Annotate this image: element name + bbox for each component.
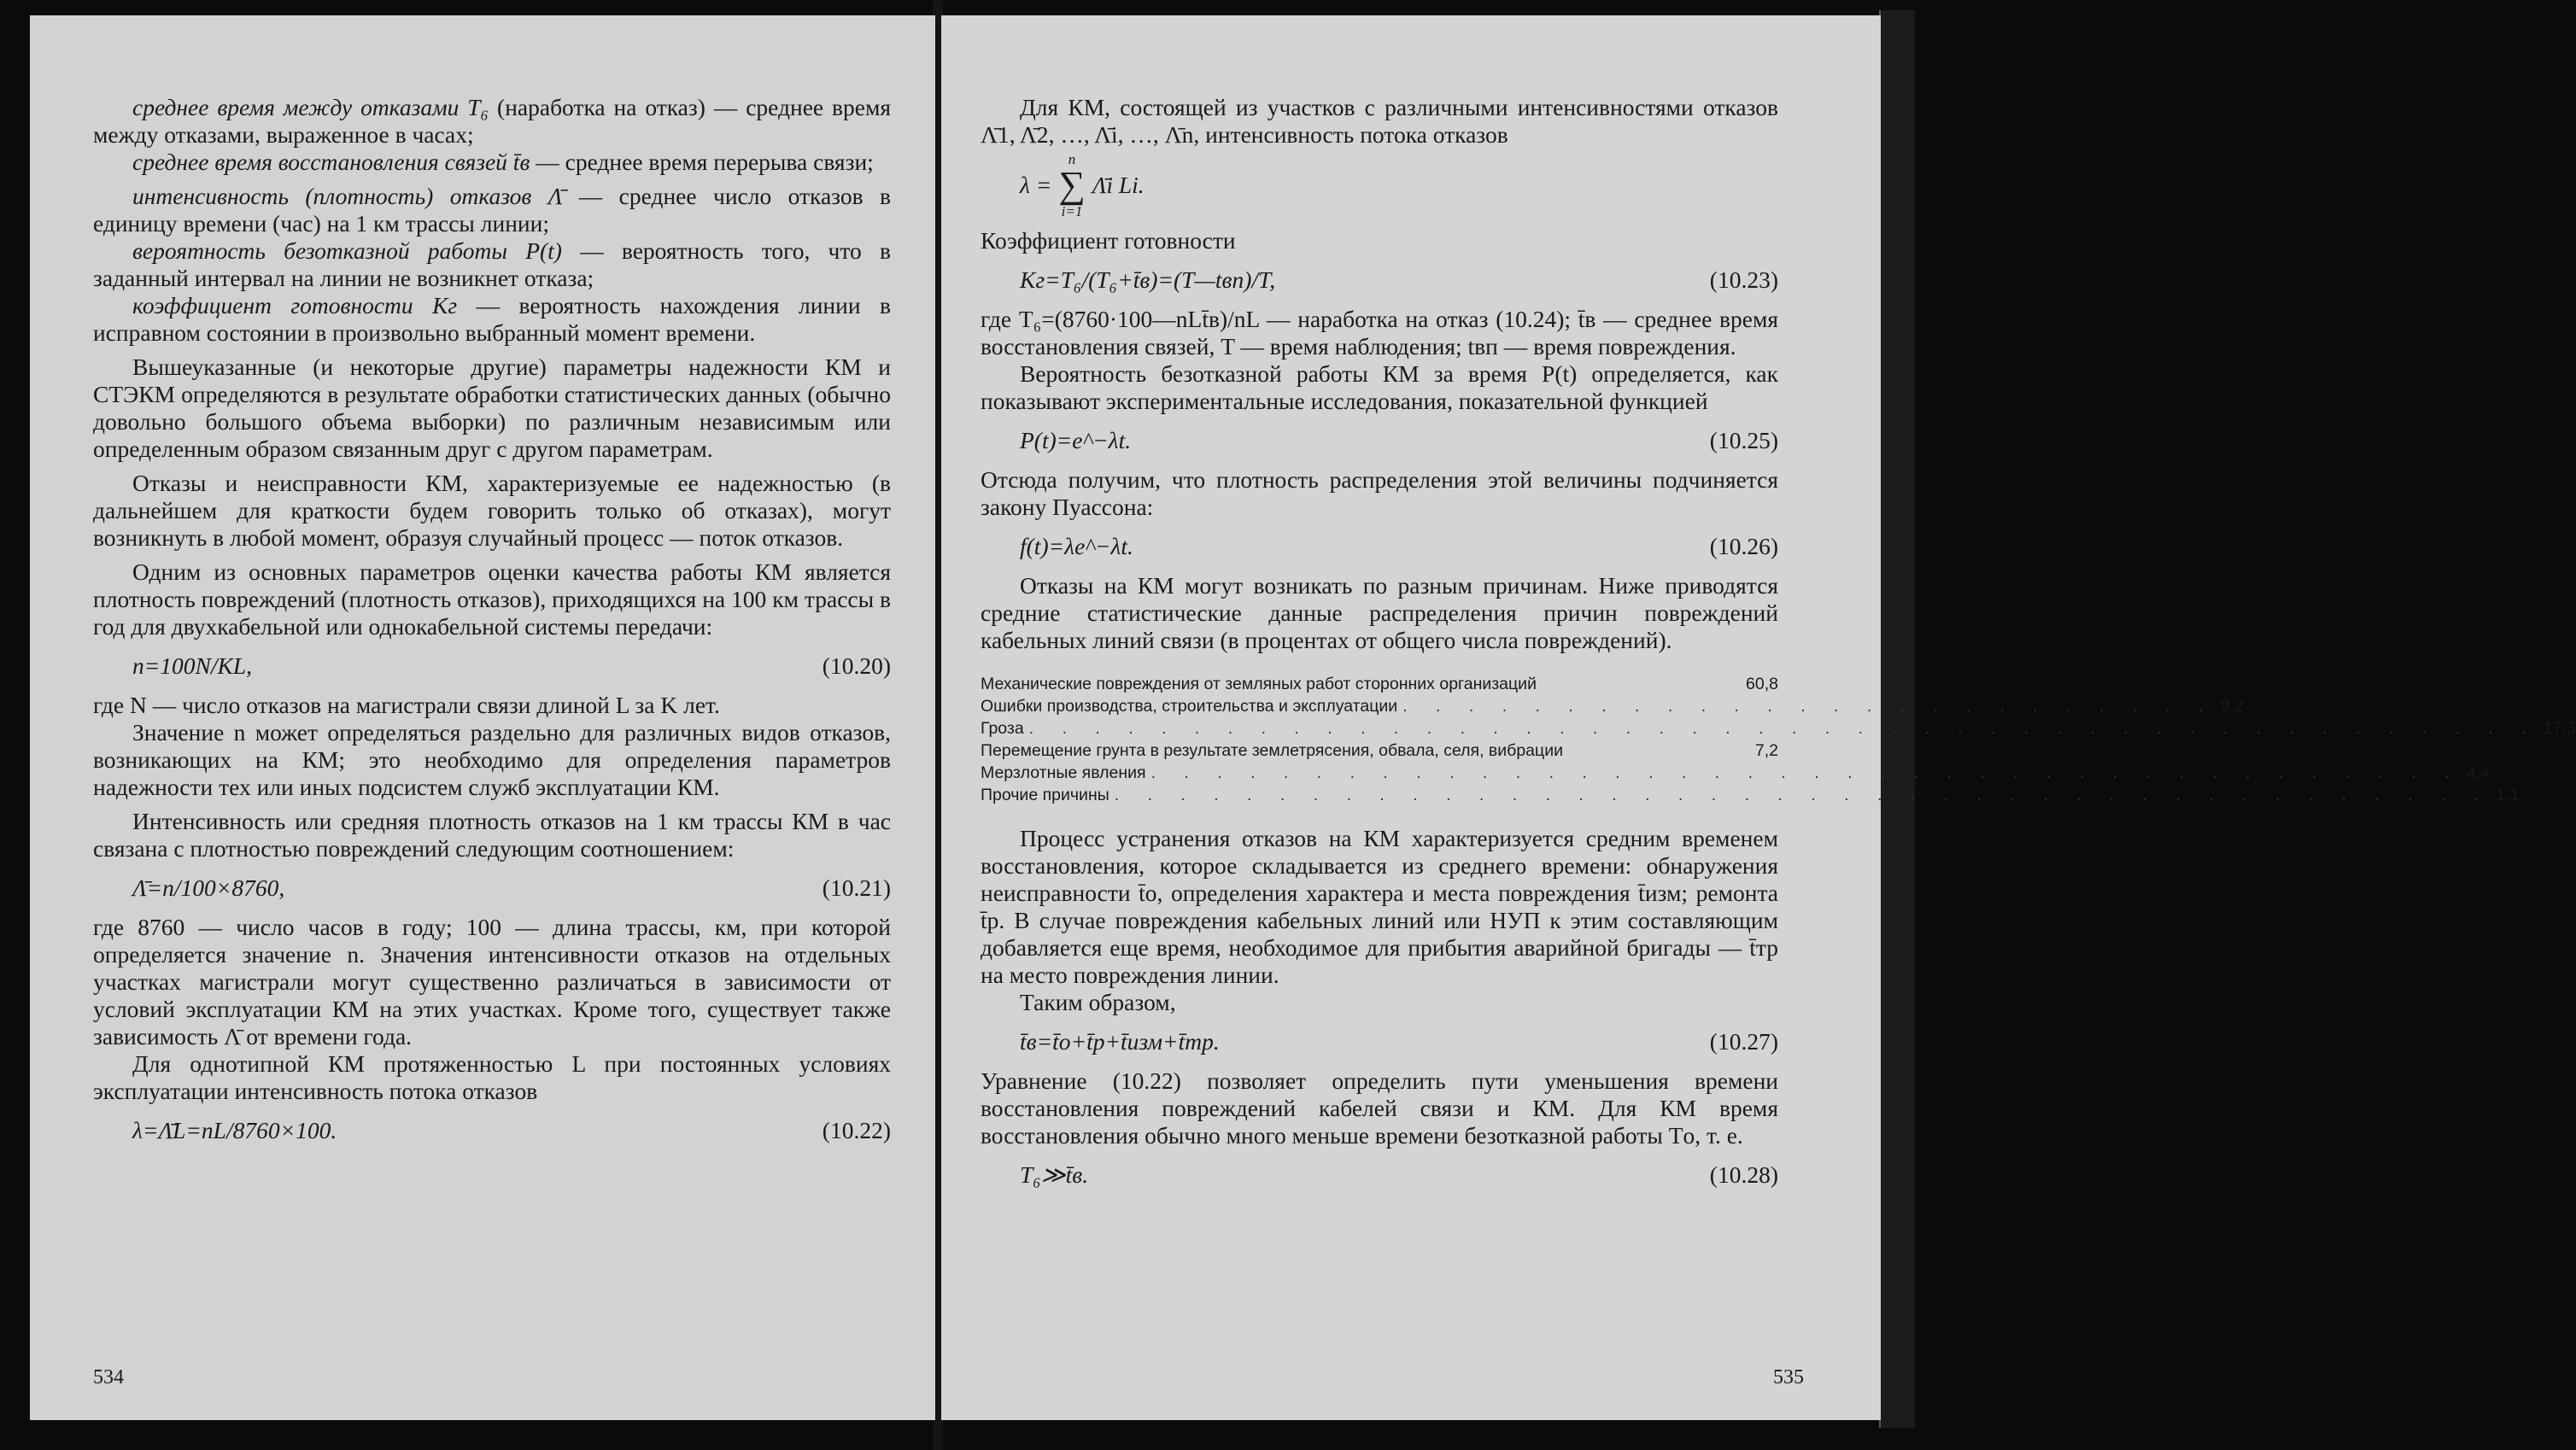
paragraph: Уравнение (10.22) позволяет определить пути уменьшения времени восстановления повреждений кабелей связи и КМ. Для КМ время восстановления обычно много меньше времени безотказной работы Tо, т. е. bbox=[981, 1067, 1778, 1149]
equation-10-20 bbox=[132, 652, 891, 680]
cause-label: Перемещение грунта в результате землетрясения, обвала, селя, вибрации bbox=[981, 741, 1563, 760]
leader-dots: . . . . . . . . . . . . . . . . . . . . . . . . . bbox=[1402, 697, 2216, 716]
equation-formula: f(t)=λe^−λt. bbox=[1020, 533, 1133, 559]
cause-label: Механические повреждения от земляных работ сторонних организаций bbox=[981, 675, 1537, 693]
equation-formula: n=100N/KL, bbox=[132, 652, 253, 679]
table-row bbox=[981, 695, 2244, 717]
paragraph: Таким образом, bbox=[1020, 989, 1176, 1015]
cause-label: Прочие причины bbox=[981, 786, 1109, 804]
equation-number: (10.20) bbox=[822, 652, 891, 679]
equation-10-27 bbox=[1020, 1028, 1778, 1055]
equation-10-25 bbox=[1020, 427, 1778, 454]
equation-number: (10.21) bbox=[822, 874, 891, 901]
cause-value: 17,3 bbox=[2543, 719, 2576, 738]
sum-formula bbox=[1020, 152, 1778, 219]
equation-formula: P(t)=e^−λt. bbox=[1020, 427, 1132, 453]
equation-number: (10.25) bbox=[1709, 427, 1778, 453]
equation-formula: t̄в=t̄о+t̄р+t̄изм+t̄тр. bbox=[1020, 1028, 1220, 1055]
equation-number: (10.23) bbox=[1709, 266, 1778, 293]
equation-10-28 bbox=[1020, 1161, 1778, 1189]
cause-label: Ошибки производства, строительства и эксплуатации bbox=[981, 697, 1398, 716]
leader-dots: . . . . . . . . . . . . . . . . . . . . . . . . . . . . . . . . . . . . . . . . . . . . . . bbox=[1028, 719, 2538, 738]
paragraph: Вероятность безотказной работы КМ за время P(t) определяется, как показывают экспериментальные исследования, показательной функцией bbox=[981, 360, 1778, 414]
cause-label: Гроза bbox=[981, 719, 1024, 738]
equation-formula: Kг=T₆/(T₆+t̄в)=(T—tвп)/T, bbox=[1020, 266, 1276, 293]
leader-dots: . . . . . . . . . . . . . . . . . . . . . . . . . . . . . . . . . . . . . . . . bbox=[1150, 763, 2462, 782]
equation-number: (10.28) bbox=[1709, 1161, 1778, 1188]
paragraph: Отказы и неисправности КМ, характеризуемые ее надежностью (в дальнейшем для краткости будем говорить только об отказах), могут возникнуть в любой момент, образуя случайный процесс — поток отказов. bbox=[93, 470, 891, 551]
equation-10-21 bbox=[132, 874, 891, 902]
table-row bbox=[981, 784, 2520, 806]
left-page bbox=[30, 15, 935, 1420]
paragraph: Интенсивность или средняя плотность отказов на 1 км трассы КМ в час связана с плотностью повреждений следующим соотношением: bbox=[93, 808, 891, 862]
paragraph: Процесс устранения отказов на КМ характеризуется средним временем восстановления, которое складывается из среднего времени: обнаружения неисправности t̄о, определения характера и места повреждения t̄изм; ремонта t̄р. В случае повреждения кабельных линий или НУП к этим составляющим добавляется еще время, необходимое для прибытия аварийной бригады — t̄тр на место повреждения линии. bbox=[981, 825, 1778, 988]
page-number: 534 bbox=[93, 1366, 124, 1389]
cause-value: 4,4 bbox=[2466, 763, 2490, 782]
definition-readiness: коэффициент готовности Kг — вероятность нахождения линии в исправном состоянии в произвольно выбранный момент времени. bbox=[93, 292, 892, 346]
table-row bbox=[981, 673, 1778, 695]
equation-formula: Λ̄=n/100×8760, bbox=[132, 874, 285, 901]
paragraph: Вышеуказанные (и некоторые другие) параметры надежности КМ и СТЭКМ определяются в результате обработки статистических данных (обычно довольно большого объема выборки) по различным независимым или определенным образом связанным друг с другом параметрам. bbox=[93, 354, 891, 462]
definition-intensity: интенсивность (плотность) отказов Λ̄ — среднее число отказов в единицу времени (час) на 1 км трассы линии; bbox=[93, 183, 891, 237]
cause-value: 7,2 bbox=[1754, 741, 1778, 760]
cause-value: 60,8 bbox=[1746, 675, 1778, 693]
paragraph: Отказы на КМ могут возникать по разным причинам. Ниже приводятся средние статистические данные распределения причин повреждений кабельных линий связи (в процентах от общего числа повреждений). bbox=[981, 572, 1778, 653]
definition-probability: вероятность безотказной работы P(t) — вероятность того, что в заданный интервал на линии не возникнет отказа; bbox=[93, 237, 891, 291]
cause-value: 9,2 bbox=[2220, 697, 2244, 716]
equation-10-26 bbox=[1020, 533, 1778, 560]
paragraph: Значение n может определяться раздельно для различных видов отказов, возникающих на КМ; это необходимо для определения параметров надежности тех или иных подсистем служб эксплуатации КМ. bbox=[93, 719, 891, 800]
sum-body: Λ̄i Li. bbox=[1092, 172, 1145, 198]
sigma-icon: ∑ bbox=[1058, 164, 1086, 206]
causes-table bbox=[981, 673, 2576, 806]
paragraph: где 8760 — число часов в году; 100 — длина трассы, км, при которой определяется значение n. Значения интенсивности отказов на отдельных участках магистрали могут существенно различаться в зависимости от условий эксплуатации КМ на этих участках. Кроме того, существует также зависимость Λ̄ от времени года. bbox=[93, 914, 891, 1049]
equation-formula: T₆≫t̄в. bbox=[1020, 1161, 1089, 1188]
paragraph: Отсюда получим, что плотность распределения этой величины подчиняется закону Пуассона: bbox=[981, 466, 1778, 520]
definition-recovery-time: среднее время восстановления связей t̄в — среднее время перерыва связи; bbox=[132, 149, 874, 175]
paragraph: где N — число отказов на магистрали связи длиной L за K лет. bbox=[93, 692, 720, 718]
paragraph: где T₆=(8760·100—nLt̄в)/nL — наработка на отказ (10.24); t̄в — среднее время восстановления связей, T — время наблюдения; tвп — время повреждения. bbox=[981, 306, 1778, 360]
right-page bbox=[941, 15, 2576, 1420]
paragraph: Для КМ, состоящей из участков с различными интенсивностями отказов Λ̄1, Λ̄2, …, Λ̄i, …, Λ̄n, интенсивность потока отказов bbox=[981, 94, 1778, 148]
table-row bbox=[981, 717, 2576, 740]
equation-number: (10.22) bbox=[822, 1117, 891, 1143]
sum-lower-limit: i=1 bbox=[1061, 203, 1083, 219]
sigma-symbol bbox=[1058, 152, 1085, 219]
cause-label: Мерзлотные явления bbox=[981, 763, 1146, 782]
definition-mtbf: среднее время между отказами T₆ (наработка на отказ) — среднее время между отказами, выраженное в часах; bbox=[93, 94, 891, 148]
paragraph: Одним из основных параметров оценки качества работы КМ является плотность повреждений (плотность отказов), приходящихся на 100 км трассы в год для двухкабельной или однокабельной системы передачи: bbox=[93, 558, 891, 640]
paragraph: Коэффициент готовности bbox=[981, 227, 1236, 254]
table-row bbox=[981, 762, 2490, 784]
equation-10-22 bbox=[132, 1117, 891, 1144]
equation-number: (10.26) bbox=[1709, 533, 1778, 559]
equation-10-23 bbox=[1020, 266, 1778, 294]
page-number: 535 bbox=[1773, 1366, 1804, 1389]
leader-dots: . . . . . . . . . . . . . . . . . . . . . . . . . . . . . . . . . . . . . . . . . . bbox=[1114, 786, 2491, 804]
cause-value: 1,1 bbox=[2496, 786, 2520, 804]
table-row bbox=[981, 740, 1778, 762]
paragraph: Для однотипной КМ протяженностью L при постоянных условиях эксплуатации интенсивность потока отказов bbox=[93, 1050, 891, 1104]
equation-formula: λ=Λ̄L=nL/8760×100. bbox=[132, 1117, 337, 1143]
equation-number: (10.27) bbox=[1709, 1028, 1778, 1055]
sum-lhs: λ = bbox=[1020, 172, 1052, 198]
sum-upper-limit: n bbox=[1068, 151, 1076, 167]
